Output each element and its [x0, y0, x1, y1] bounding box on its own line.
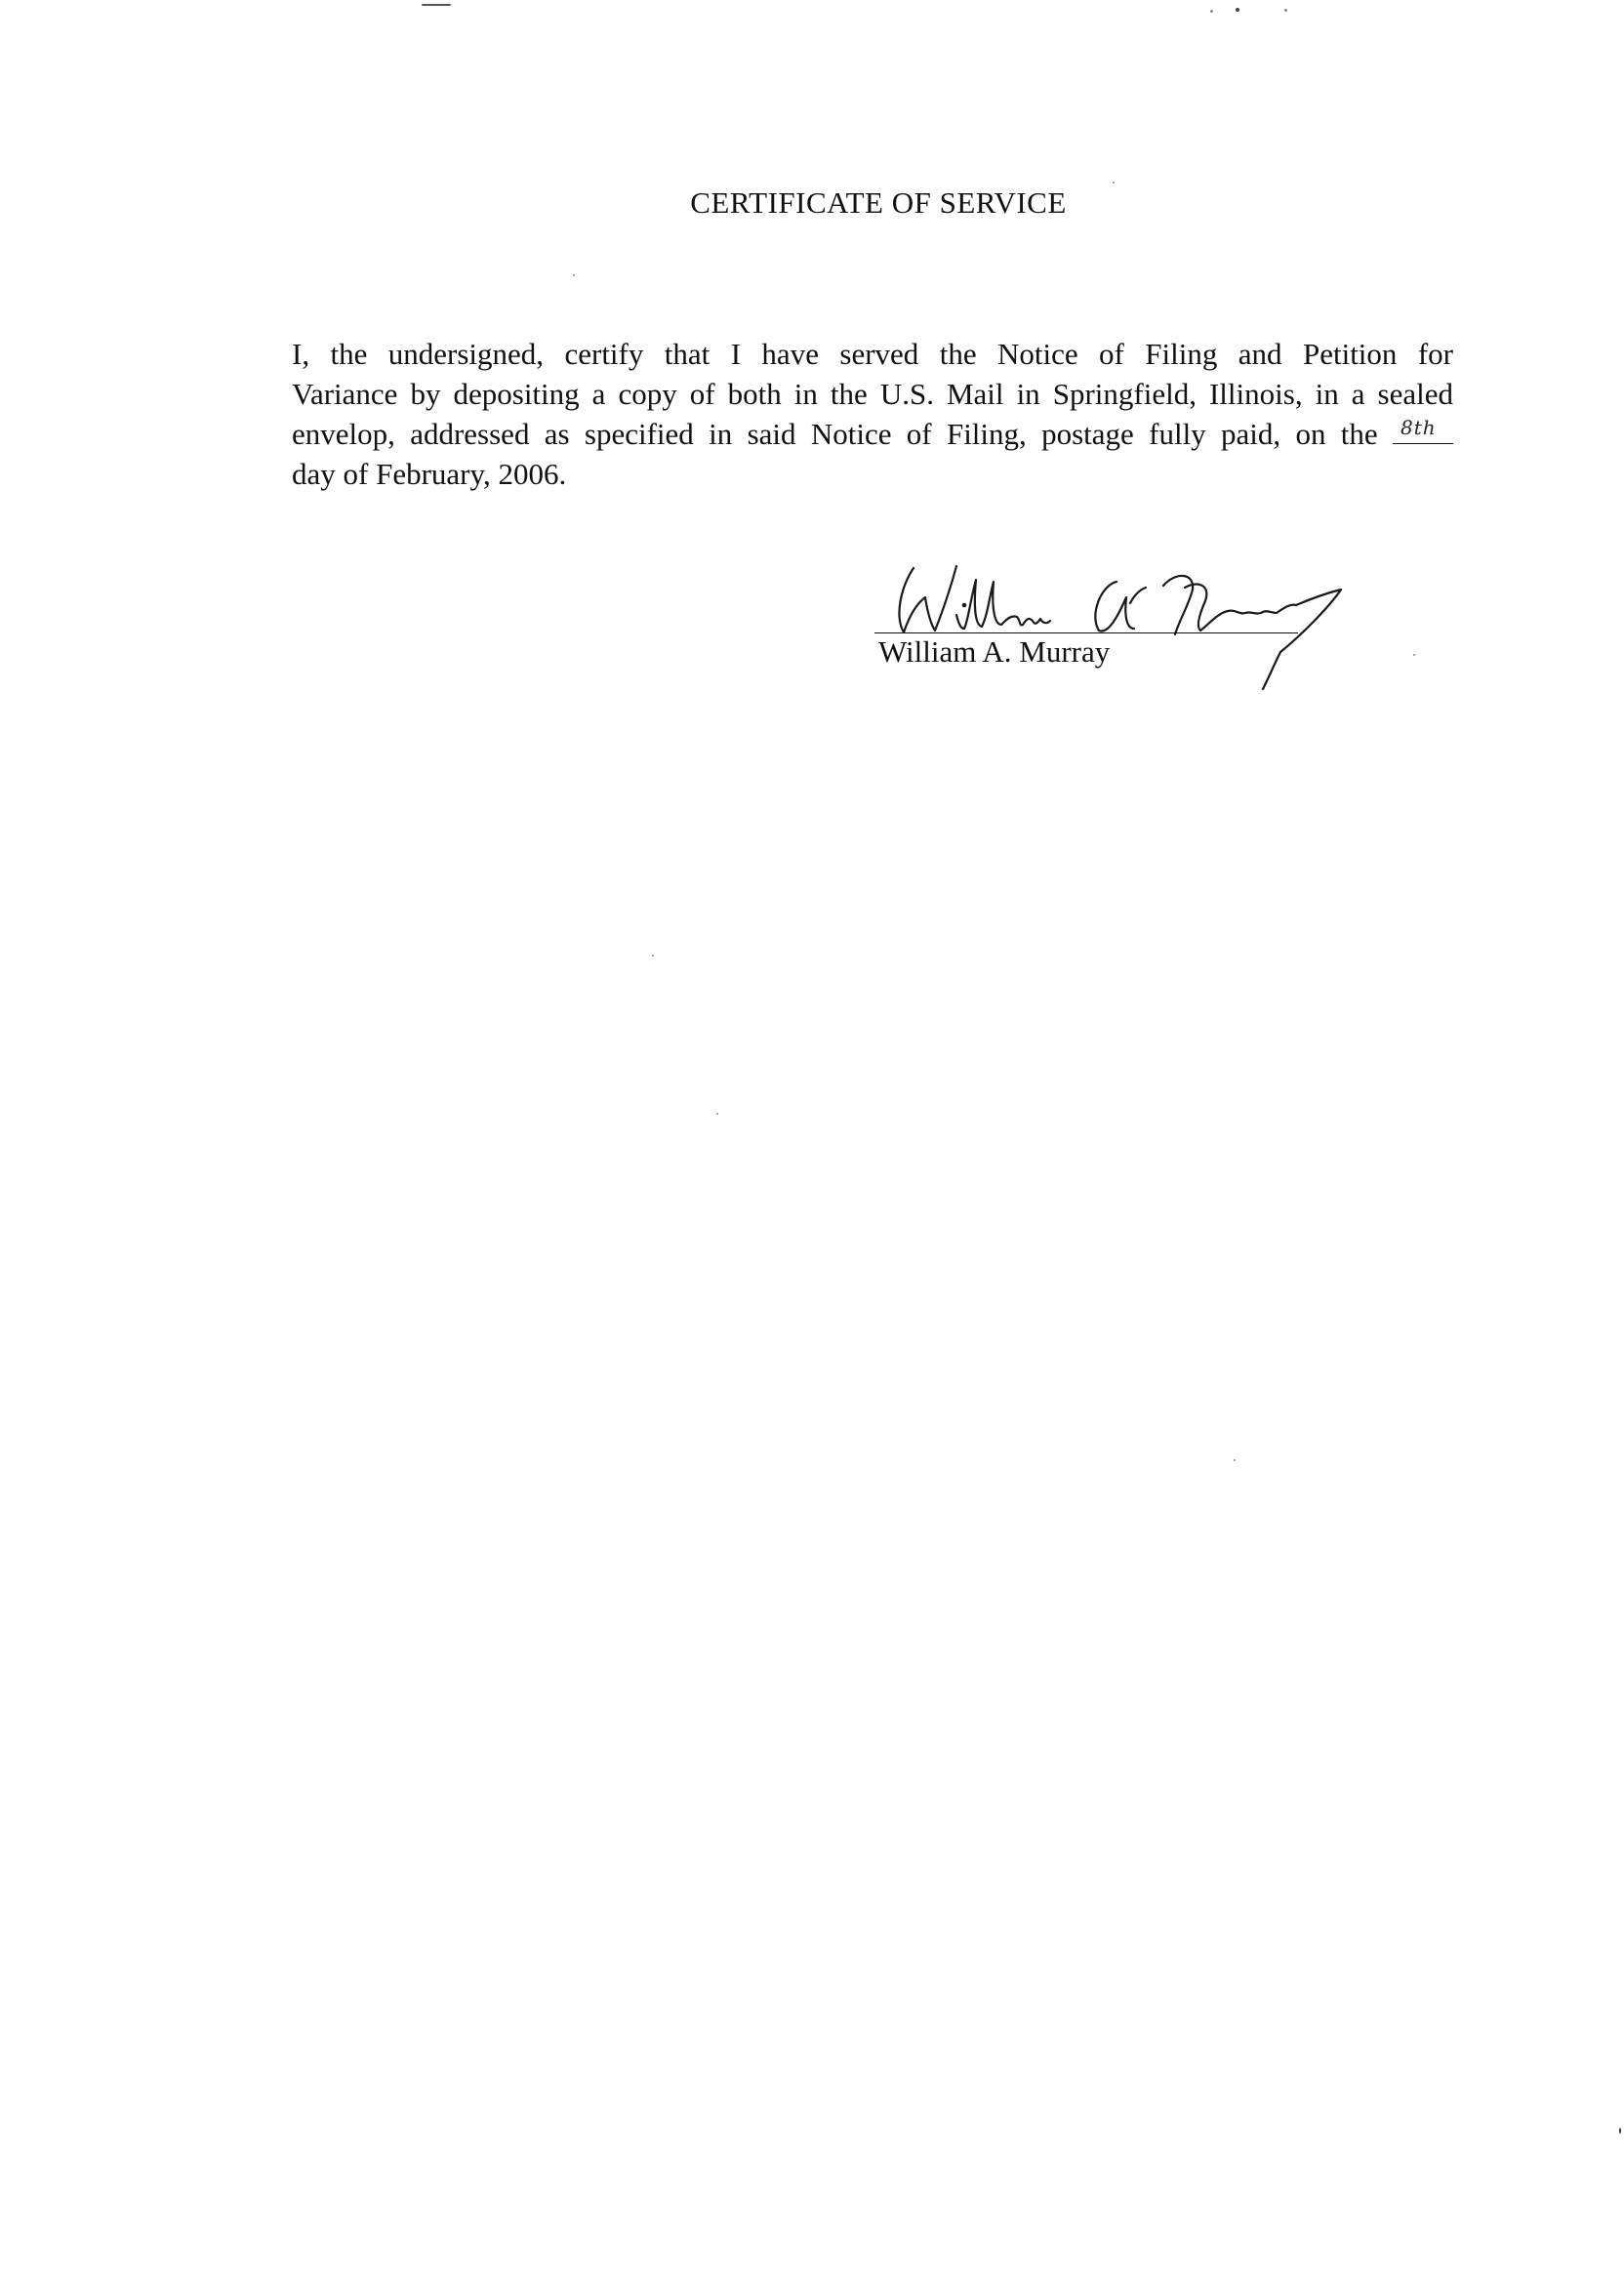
scan-speck [1113, 182, 1115, 183]
scan-speck [1619, 2128, 1621, 2134]
paragraph-line-1: I, the undersigned, certify that I have served the Notice of Filing and Petition for [292, 337, 1453, 371]
scan-speck [1234, 1459, 1236, 1461]
day-blank-field [1393, 414, 1453, 444]
signer-name: William A. Murray [878, 634, 1111, 669]
handwritten-signature [874, 547, 1382, 703]
scan-speck [1210, 10, 1213, 13]
scan-speck [1236, 8, 1239, 12]
scan-speck [422, 4, 451, 6]
handwritten-day: 8th [1401, 416, 1437, 439]
scan-speck [716, 1113, 718, 1115]
scan-speck [1284, 9, 1287, 12]
paragraph-line-3-text: envelop, addressed as specified in said Notice of Filing, postage fully paid, on the [292, 417, 1378, 451]
signature-block [874, 547, 1382, 703]
certification-paragraph [292, 334, 1453, 494]
scan-speck [1413, 654, 1415, 656]
scan-speck [652, 955, 654, 957]
signature-line [874, 632, 1298, 633]
paragraph-line-3 [292, 414, 1453, 454]
page-title: CERTIFICATE OF SERVICE [690, 185, 1067, 220]
scan-speck [573, 274, 575, 276]
paragraph-line-2: Variance by depositing a copy of both in the U.S. Mail in Springfield, Illinois, in a sealed [292, 377, 1453, 411]
paragraph-line-4: day of February, 2006. [292, 457, 567, 491]
